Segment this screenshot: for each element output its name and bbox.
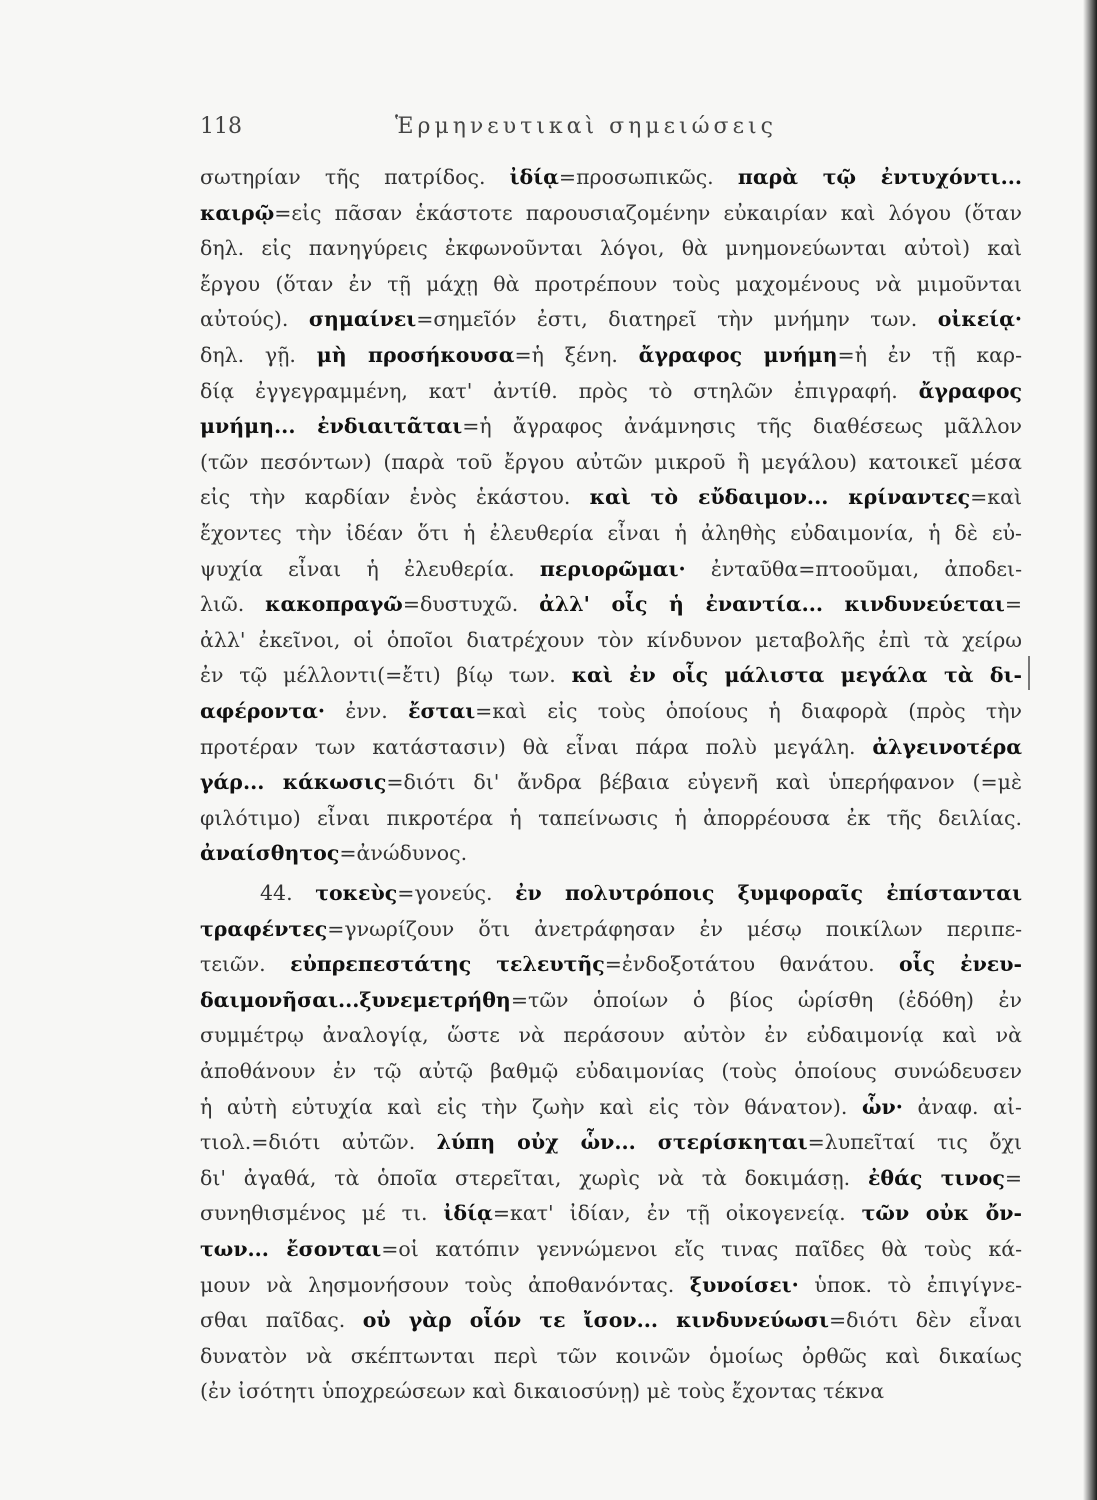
text-line: δι' ἀγαθά, τὰ ὁποῖα στερεῖται, χωρὶς νὰ τὰ δοκιμάσῃ. ἐθάς τινος= xyxy=(200,1165,1023,1190)
text-line: τειῶν. εὐπρεπεστάτης τελευτῆς=ἐνδοξοτάτου θανάτου. οἷς ἐνευ- xyxy=(200,952,1022,977)
page-number: 118 xyxy=(200,114,242,139)
running-title: Ἑρμηνευτικαὶ σημειώσεις xyxy=(395,114,777,139)
text-line: μουν νὰ λησμονήσουν τοὺς ἀποθανόντας. ξυνοίσει· ὑποκ. τὸ ἐπιγίγνε- xyxy=(200,1272,1022,1297)
commentary-paragraph-2 xyxy=(200,876,1022,1410)
text-line: δυνατὸν νὰ σκέπτωνται περὶ τῶν κοινῶν ὁμοίως ὀρθῶς καὶ δικαίως xyxy=(200,1343,1022,1368)
page-edge-shadow xyxy=(1083,0,1097,1500)
text-line: (ἐν ἰσότητι ὑποχρεώσεων καὶ δικαιοσύνῃ) μὲ τοὺς ἔχοντας τέκνα xyxy=(200,1379,885,1404)
text-line: σθαι παῖδας. οὐ γὰρ οἷόν τε ἴσον... κινδυνεύωσι=διότι δὲν εἶναι xyxy=(200,1308,1022,1333)
commentary-paragraph-1 xyxy=(200,160,1022,872)
text-line: ἔχοντες τὴν ἰδέαν ὅτι ἡ ἐλευθερία εἶναι ἡ ἀληθὴς εὐδαιμονία, ἡ δὲ εὐ- xyxy=(200,520,1022,545)
text-line: ἀποθάνουν ἐν τῷ αὐτῷ βαθμῷ εὐδαιμονίας (τοὺς ὁποίους συνώδευσεν xyxy=(200,1058,1022,1083)
text-line: συνηθισμένος μέ τι. ἰδίᾳ=κατ' ἰδίαν, ἐν τῇ οἰκογενείᾳ. τῶν οὐκ ὄν- xyxy=(200,1201,1022,1226)
text-line: καιρῷ=εἰς πᾶσαν ἑκάστοτε παρουσιαζομένην εὐκαιρίαν καὶ λόγου (ὅταν xyxy=(200,200,1022,225)
text-line: φιλότιμο) εἶναι πικροτέρα ἡ ταπείνωσις ἡ ἀπορρέουσα ἐκ τῆς δειλίας. xyxy=(200,805,1022,830)
text-line: 44. τοκεὺς=γονεύς. ἐν πολυτρόποις ξυμφοραῖς ἐπίστανται xyxy=(260,881,1022,905)
text-line: δαιμονῆσαι...ξυνεμετρήθη=τῶν ὁποίων ὁ βίος ὡρίσθη (ἐδόθη) ἐν xyxy=(200,987,1022,1012)
text-line: αὐτούς). σημαίνει=σημεῖόν ἐστι, διατηρεῖ τὴν μνήμην των. οἰκείᾳ· xyxy=(200,307,1022,332)
text-line: δίᾳ ἐγγεγραμμένη, κατ' ἀντίθ. πρὸς τὸ στηλῶν ἐπιγραφή. ἄγραφος xyxy=(200,378,1022,403)
text-line: σωτηρίαν τῆς πατρίδος. ἰδίᾳ=προσωπικῶς. παρὰ τῷ ἐντυχόντι... xyxy=(200,165,1023,189)
page-header xyxy=(200,114,860,154)
text-line: συμμέτρῳ ἀναλογίᾳ, ὥστε νὰ περάσουν αὐτὸν ἐν εὐδαιμονίᾳ καὶ νὰ xyxy=(200,1023,1022,1048)
text-line: λιῶ. κακοπραγῶ=δυστυχῶ. ἀλλ' οἷς ἡ ἐναντία... κινδυνεύεται= xyxy=(200,592,1022,617)
text-line: γάρ... κάκωσις=διότι δι' ἄνδρα βέβαια εὐγενῆ καὶ ὑπερήφανον (=μὲ xyxy=(200,770,1022,795)
text-line: τραφέντες=γνωρίζουν ὅτι ἀνετράφησαν ἐν μέσῳ ποικίλων περιπε- xyxy=(200,916,1022,941)
text-line: ἔργου (ὅταν ἐν τῇ μάχῃ θὰ προτρέπουν τοὺς μαχομένους νὰ μιμοῦνται xyxy=(200,271,1022,296)
text-line: μνήμη... ἐνδιαιτᾶται=ἡ ἄγραφος ἀνάμνησις τῆς διαθέσεως μᾶλλον xyxy=(200,414,1022,439)
text-line: (τῶν πεσόντων) (παρὰ τοῦ ἔργου αὐτῶν μικροῦ ἢ μεγάλου) κατοικεῖ μέσα xyxy=(200,449,1022,474)
text-line: δηλ. εἰς πανηγύρεις ἐκφωνοῦνται λόγοι, θὰ μνημονεύωνται αὐτοὶ) καὶ xyxy=(200,236,1022,261)
text-line: ἐν τῷ μέλλοντι(=ἔτι) βίῳ των. καὶ ἐν οἷς μάλιστα μεγάλα τὰ δι- xyxy=(200,663,1022,688)
text-line: τιολ.=διότι αὐτῶν. λύπη οὐχ ὧν... στερίσκηται=λυπεῖταί τις ὄχι xyxy=(200,1130,1023,1155)
margin-mark xyxy=(1028,656,1030,690)
text-line: ἡ αὐτὴ εὐτυχία καὶ εἰς τὴν ζωὴν καὶ εἰς τὸν θάνατον). ὧν· ἀναφ. αἰ- xyxy=(200,1094,1022,1119)
text-line: των... ἔσονται=οἱ κατόπιν γεννώμενοι εἴς τινας παῖδες θὰ τοὺς κά- xyxy=(200,1236,1023,1261)
text-line: αφέροντα· ἐνν. ἔσται=καὶ εἰς τοὺς ὁποίους ἡ διαφορὰ (πρὸς τὴν xyxy=(200,698,1022,723)
text-line: ἀλλ' ἐκεῖνοι, οἱ ὁποῖοι διατρέχουν τὸν κίνδυνον μεταβολῆς ἐπὶ τὰ χείρω xyxy=(200,627,1022,652)
text-line: ψυχία εἶναι ἡ ἐλευθερία. περιορῶμαι· ἐνταῦθα=πτοοῦμαι, ἀποδει- xyxy=(200,556,1022,581)
text-line: εἰς τὴν καρδίαν ἑνὸς ἑκάστου. καὶ τὸ εὔδαιμον... κρίναντες=καὶ xyxy=(200,485,1022,510)
text-line: προτέραν των κατάστασιν) θὰ εἶναι πάρα πολὺ μεγάλη. ἀλγεινοτέρα xyxy=(200,734,1022,759)
text-line: ἀναίσθητος=ἀνώδυνος. xyxy=(200,841,468,866)
text-line: δηλ. γῇ. μὴ προσήκουσα=ἡ ξένη. ἄγραφος μνήμη=ἡ ἐν τῇ καρ- xyxy=(200,342,1023,367)
